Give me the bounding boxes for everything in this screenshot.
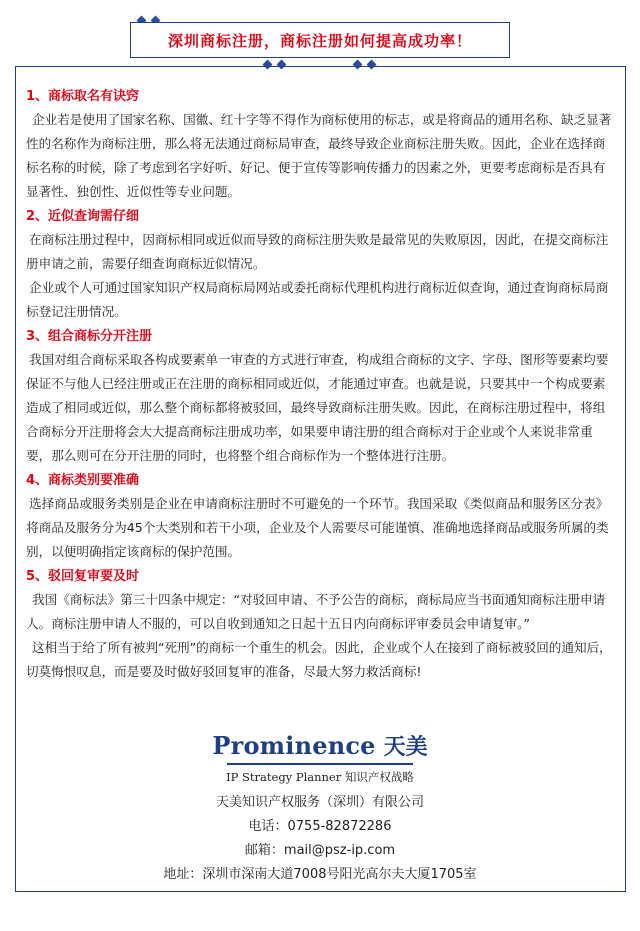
logo-wordmark: Prominence <box>212 731 376 760</box>
page-title: 深圳商标注册，商标注册如何提高成功率！ <box>167 31 472 50</box>
section-paragraph: 选择商品或服务类别是企业在申请商标注册时不可避免的一个环节。我国采取《类似商品和服务区分表》将商品及服务分为45个大类别和若干小项，企业及个人需要尽可能谨慎、准确地选择商品或服务所属的类别，以便明确指定该商标的保护范围。 <box>26 496 609 559</box>
section-heading: 2、近似查询需仔细 <box>26 209 140 224</box>
section-paragraph: 我国对组合商标采取各构成要素单一审查的方式进行审查，构成组合商标的文字、字母、图形等要素均要保证不与他人已经注册或正在注册的商标相同或近似，才能通过审查。也就是说，只要其中一个构成要素造成了相同或近似，那么整个商标都将被驳回，最终导致商标注册失败。因此，在商标注册过程中，将组合商标分开注册将会大大提高商标注册成功率，如果要申请注册的组合商标对于企业或个人来说非常重要，那么则可在分开注册的同时，也将整个组合商标作为一个整体进行注册。 <box>26 352 609 463</box>
postal-address: 地址：深圳市深南大道7008号阳光高尔夫大厦1705室 <box>163 867 477 882</box>
title-banner <box>130 14 510 66</box>
logo-divider <box>227 763 413 765</box>
section-paragraph: 在商标注册过程中，因商标相同或近似而导致的商标注册失败是最常见的失败原因，因此，在提交商标注册申请之前，需要仔细查询商标近似情况。 <box>26 232 609 271</box>
footer <box>0 730 640 887</box>
section-heading: 3、组合商标分开注册 <box>26 329 153 344</box>
company-logo <box>0 730 640 761</box>
logo-tagline: IP Strategy Planner 知识产权战略 <box>226 770 414 784</box>
section-heading: 4、商标类别要准确 <box>26 473 140 488</box>
article-body <box>26 86 616 684</box>
section-paragraph: 我国《商标法》第三十四条中规定：“对驳回申请、不予公告的商标，商标局应当书面通知商标注册申请人。商标注册申请人不服的，可以自收到通知之日起十五日内向商标评审委员会申请复审。” <box>26 592 606 631</box>
section-paragraph: 这相当于给了所有被判“死刑”的商标一个重生的机会。因此，企业或个人在接到了商标被驳回的通知后，切莫悔恨叹息，而是要及时做好驳回复审的准备，尽最大努力救活商标! <box>26 640 612 679</box>
logo-chinese: 天美 <box>383 735 428 760</box>
section-heading: 5、驳回复审要及时 <box>26 569 140 584</box>
section-paragraph: 企业若是使用了国家名称、国徽、红十字等不得作为商标使用的标志，或是将商品的通用名称、缺乏显著性的名称作为商标注册，那么将无法通过商标局审查，最终导致企业商标注册失败。因此，企业在选择商标名称的时候，除了考虑到名字好听、好记、便于宣传等影响传播力的因素之外，更要考虑商标是否具有显著性、独创性、近似性等专业问题。 <box>26 112 612 199</box>
title-box <box>130 22 510 58</box>
company-name: 天美知识产权服务（深圳）有限公司 <box>215 795 424 810</box>
phone-number: 电话：0755-82872286 <box>248 819 392 834</box>
section-heading: 1、商标取名有诀窍 <box>26 89 140 104</box>
section-paragraph: 企业或个人可通过国家知识产权局商标局网站或委托商标代理机构进行商标近似查询，通过查询商标局商标登记注册情况。 <box>26 280 609 319</box>
email-address: 邮箱：mail@psz-ip.com <box>244 843 396 858</box>
